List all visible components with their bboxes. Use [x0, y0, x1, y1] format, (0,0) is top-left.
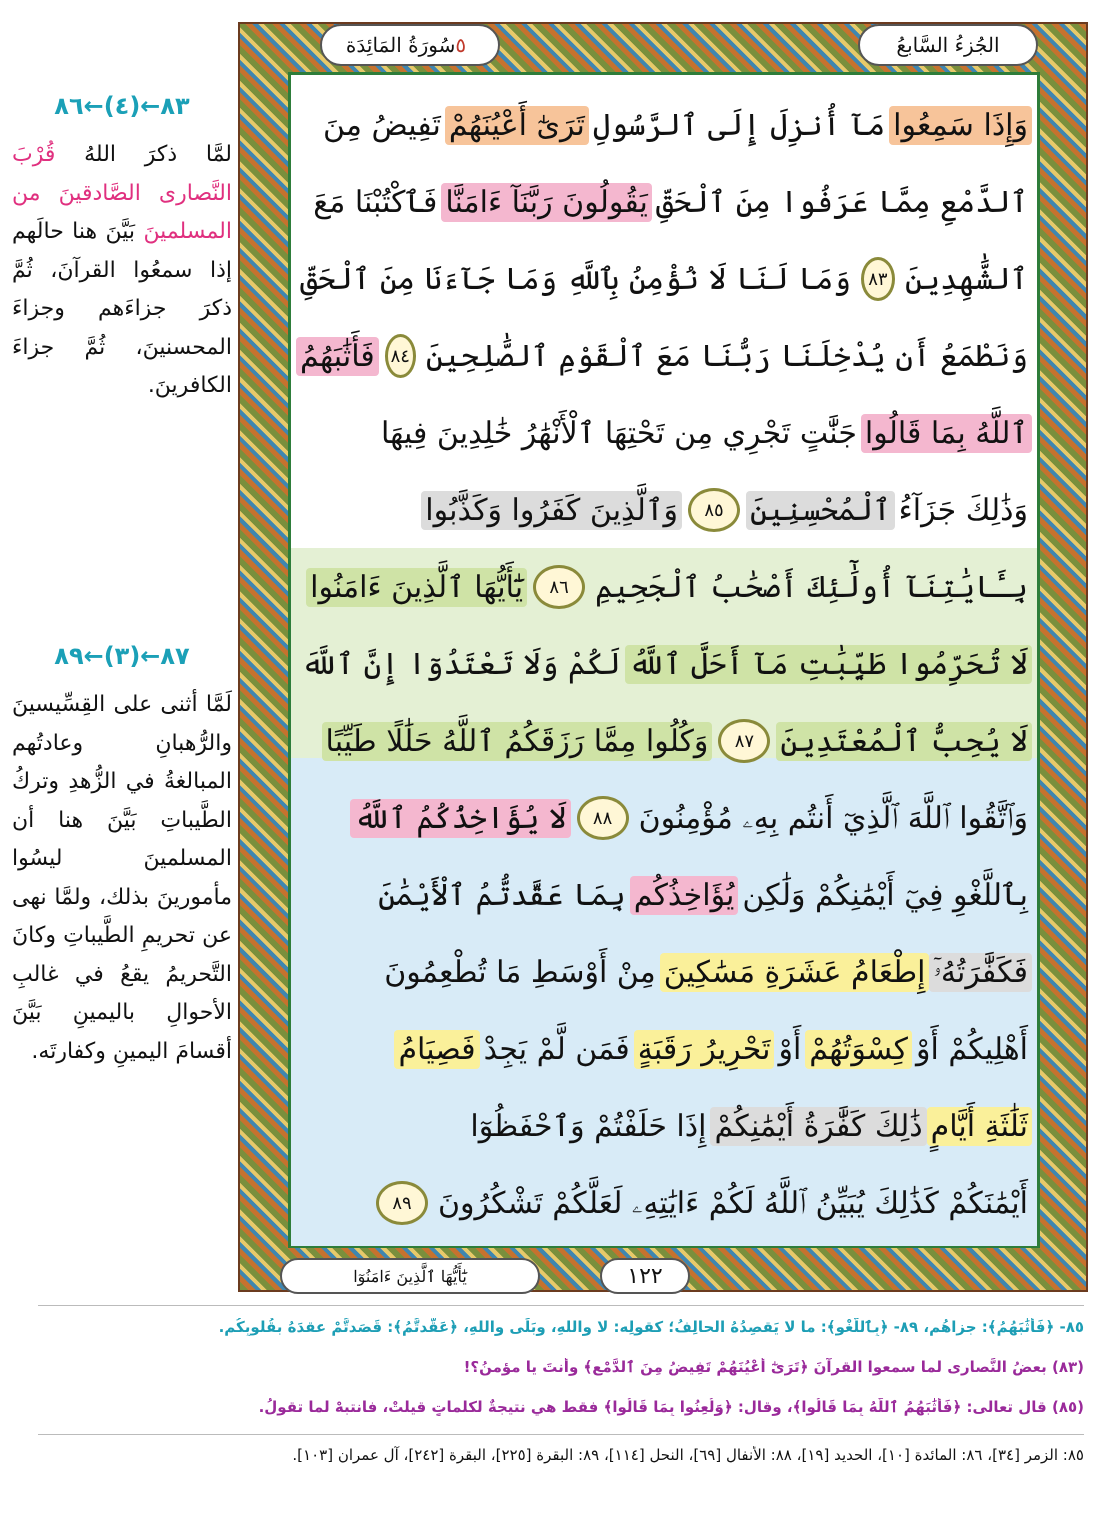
highlighted-phrase: تَحْرِيرُ رَقَبَةٍ — [634, 1030, 775, 1069]
quran-line — [296, 552, 1032, 622]
quran-line — [296, 244, 1032, 314]
highlighted-phrase: وَإِذَا سَمِعُوا — [889, 106, 1032, 145]
divider — [38, 1305, 1084, 1306]
quran-line — [296, 860, 1032, 930]
highlighted-phrase: لَا يُحِبُّ ٱلْمُعْتَدِينَ — [776, 722, 1032, 761]
section1-heading: ٨٣←(٤)←٨٦ — [54, 92, 190, 120]
verse-number-marker: ٨٦ — [533, 565, 585, 609]
quran-line — [296, 398, 1032, 468]
quran-line — [296, 321, 1032, 391]
verse-text: وَنَطْمَعُ أَن يُدْخِلَنَا رَبُّنَا مَعَ ٱلْقَوْمِ ٱلصَّٰلِحِينَ — [425, 338, 1028, 374]
highlighted-phrase: يَٰٓأَيُّهَا ٱلَّذِينَ ءَامَنُوا — [306, 568, 527, 607]
verse-text: تَفِيضُ مِنَ — [323, 107, 441, 143]
verse-text: فَمَن لَّمْ يَجِدْ — [483, 1031, 630, 1067]
highlighted-phrase: وَكُلُوا مِمَّا رَزَقَكُمُ ٱللَّهُ حَلَٰلًا طَيِّبًا — [322, 722, 713, 761]
section1-highlight: قُرْبَ النَّصارى الصَّادقينَ من المسلمينَ — [12, 142, 232, 244]
juz-label: الجُزءُ السَّابعُ — [858, 24, 1038, 66]
quran-line — [296, 475, 1032, 545]
quran-line — [296, 1168, 1032, 1238]
verse-number-marker: ٨٧ — [718, 719, 770, 763]
quran-line — [296, 167, 1032, 237]
highlighted-phrase: تَرَىٰٓ أَعْيُنَهُمْ — [445, 106, 589, 145]
verse-text: لَكُمْ وَلَا تَعْتَدُوٓا إِنَّ ٱللَّهَ — [301, 646, 621, 682]
verse-text: وَذَٰلِكَ جَزَآءُ — [898, 492, 1028, 528]
reflection-note-85: (٨٥) قال تعالى: ﴿فَأَثَٰبَهُمُ ٱللَّهُ بِمَا قَالُوا﴾، وقال: ﴿وَلُعِنُوا بِمَا قَالُوا﴾ فقط هي نتيجةٌ لكلماتٍ قيلتْ، فانتبهْ لما تقولُ. — [258, 1398, 1084, 1416]
verse-text: أَوْ — [778, 1031, 802, 1067]
section2-text: لَمَّا أثنى على القِسِّيسينَ والرُّهبانِ وعادتُهم المبالغةُ في الزُّهدِ وتركُ الطَّيباتِ بَيَّنَ هنا أن المسلمينَ ليسُوا مأمورينَ بذلك، ولمَّا نهى عن تحريمِ الطَّيباتِ وكانَ التَّحريمُ يقعُ في غالبِ الأحوالِ باليمينِ بَيَّنَ أقسامَ اليمينِ وكفارتَه. — [12, 692, 232, 1064]
verse-text: بِمَا عَقَّدتُّمُ ٱلْأَيْمَٰنَ — [378, 877, 626, 913]
verse-number-marker: ٨٥ — [688, 488, 740, 532]
highlighted-phrase: يُؤَاخِذُكُم — [630, 876, 739, 915]
vocabulary-note: ٨٥- ﴿فَأَثَٰبَهُمُ﴾: جزاهُم، ٨٩- ﴿بِٱللَّغْوِ﴾: ما لا يَقصِدُهُ الحالِفُ؛ كقولِه: لا واللهِ، وبَلَى واللهِ، ﴿عَقَّدتُّمُ﴾: قَصَدتُّمْ عقدَهُ بقُلوبِكُم. — [218, 1318, 1084, 1336]
verse-text: أَيْمَٰنَكُمْ كَذَٰلِكَ يُبَيِّنُ ٱللَّهُ لَكُمْ ءَايَٰتِهِۦ لَعَلَّكُمْ تَشْكُرُونَ — [438, 1185, 1028, 1221]
highlighted-phrase: وَٱلَّذِينَ كَفَرُوا وَكَذَّبُوا — [421, 491, 682, 530]
verse-text: مِنْ أَوْسَطِ مَا تُطْعِمُونَ — [384, 954, 656, 990]
highlighted-phrase: إِطْعَامُ عَشَرَةِ مَسَٰكِينَ — [660, 953, 930, 992]
verse-number-marker: ٨٤ — [385, 334, 416, 378]
page-number: ١٢٢ — [600, 1258, 690, 1294]
verse-number-marker: ٨٩ — [376, 1181, 428, 1225]
quran-line — [296, 629, 1032, 699]
highlighted-phrase: فَصِيَامُ — [394, 1030, 479, 1069]
quran-line — [296, 783, 1032, 853]
highlighted-phrase: لَا يُؤَاخِذُكُمُ ٱللَّهُ — [350, 799, 570, 838]
verse-text: إِذَا حَلَفْتُمْ وَٱحْفَظُوٓا — [470, 1108, 707, 1144]
quran-line — [296, 1014, 1032, 1084]
verse-text: بِـَٔايَٰتِنَآ أُولَٰٓئِكَ أَصْحَٰبُ ٱلْجَحِيمِ — [595, 569, 1028, 605]
highlighted-phrase: ذَٰلِكَ كَفَّٰرَةُ أَيْمَٰنِكُمْ — [710, 1107, 926, 1146]
highlighted-phrase: فَأَثَٰبَهُمُ — [296, 337, 379, 376]
quran-line — [296, 706, 1032, 776]
surah-name: سُورَةُ المَائِدَة — [345, 33, 456, 57]
highlighted-phrase: فَكَفَّٰرَتُهُۥٓ — [929, 953, 1032, 992]
verse-number-marker: ٨٣ — [861, 257, 895, 301]
verse-text: ٱلدَّمْعِ مِمَّا عَرَفُوا مِنَ ٱلْحَقِّ — [655, 184, 1028, 220]
verse-text: بِٱللَّغْوِ فِيٓ أَيْمَٰنِكُمْ وَلَٰكِن — [742, 877, 1028, 913]
cross-references: ٨٥: الزمر [٣٤]، ٨٦: المائدة [١٠]، الحديد [١٩]، ٨٨: الأنفال [٦٩]، النحل [١١٤]، ٨٩: البقرة [٢٢٥]، البقرة [٢٤٢]، آل عمران [١٠٣]. — [292, 1446, 1084, 1464]
highlighted-phrase: يَقُولُونَ رَبَّنَآ ءَامَنَّا — [441, 183, 652, 222]
highlighted-phrase: كِسْوَتُهُمْ — [805, 1030, 912, 1069]
section1-intro: لمَّا ذكرَ اللهُ — [84, 142, 232, 167]
quran-line — [296, 1091, 1032, 1161]
quran-line — [296, 937, 1032, 1007]
verse-text: وَمَا لَنَا لَا نُؤْمِنُ بِٱللَّهِ وَمَا جَآءَنَا مِنَ ٱلْحَقِّ — [300, 261, 851, 297]
section2-heading: ٨٧←(٣)←٨٩ — [54, 642, 190, 670]
catchword: يَٰٓأَيُّهَا ٱلَّذِينَ ءَامَنُوٓا — [280, 1258, 540, 1294]
highlighted-phrase: ثَلَٰثَةِ أَيَّامٍ — [927, 1107, 1032, 1146]
verse-number-marker: ٨٨ — [577, 796, 629, 840]
verse-text: ٱلشَّٰهِدِينَ — [904, 261, 1028, 297]
verse-text: أَهْلِيكُمْ أَوْ — [915, 1031, 1028, 1067]
divider-2 — [38, 1434, 1084, 1435]
highlighted-phrase: لَا تُحَرِّمُوا طَيِّبَٰتِ مَآ أَحَلَّ ٱللَّهُ — [625, 645, 1032, 684]
highlighted-phrase: ٱللَّهُ بِمَا قَالُوا — [861, 414, 1032, 453]
verse-text: مَآ أُنزِلَ إِلَى ٱلرَّسُولِ — [592, 107, 886, 143]
quran-line — [296, 90, 1032, 160]
verse-text: وَٱتَّقُوا ٱللَّهَ ٱلَّذِيٓ أَنتُم بِهِۦ مُؤْمِنُونَ — [638, 800, 1028, 836]
highlighted-phrase: ٱلْمُحْسِنِينَ — [746, 491, 895, 530]
verse-text: جَنَّٰتٍ تَجْرِي مِن تَحْتِهَا ٱلْأَنْهَٰرُ خَٰلِدِينَ فِيهَا — [381, 415, 857, 451]
reflection-note-83: (٨٣) بعضُ النَّصارى لما سمعوا القرآنَ ﴿تَرَىٰٓ أَعْيُنَهُمْ تَفِيضُ مِنَ ٱلدَّمْعِ﴾ وأنتَ يا مؤمنُ؟! — [463, 1358, 1084, 1376]
section1-body: بَيَّنَ هنا حالَهم إذا سمعُوا القرآنَ، ثُمَّ ذكرَ جزاءَهم وجزاءَ المحسنينَ، ثُمَّ جزاءَ الكافرينَ. — [12, 219, 232, 398]
surah-label — [320, 24, 500, 66]
surah-number: ٥ — [455, 33, 467, 57]
verse-text: فَٱكْتُبْنَا مَعَ — [313, 184, 438, 220]
section1-text — [12, 136, 232, 556]
